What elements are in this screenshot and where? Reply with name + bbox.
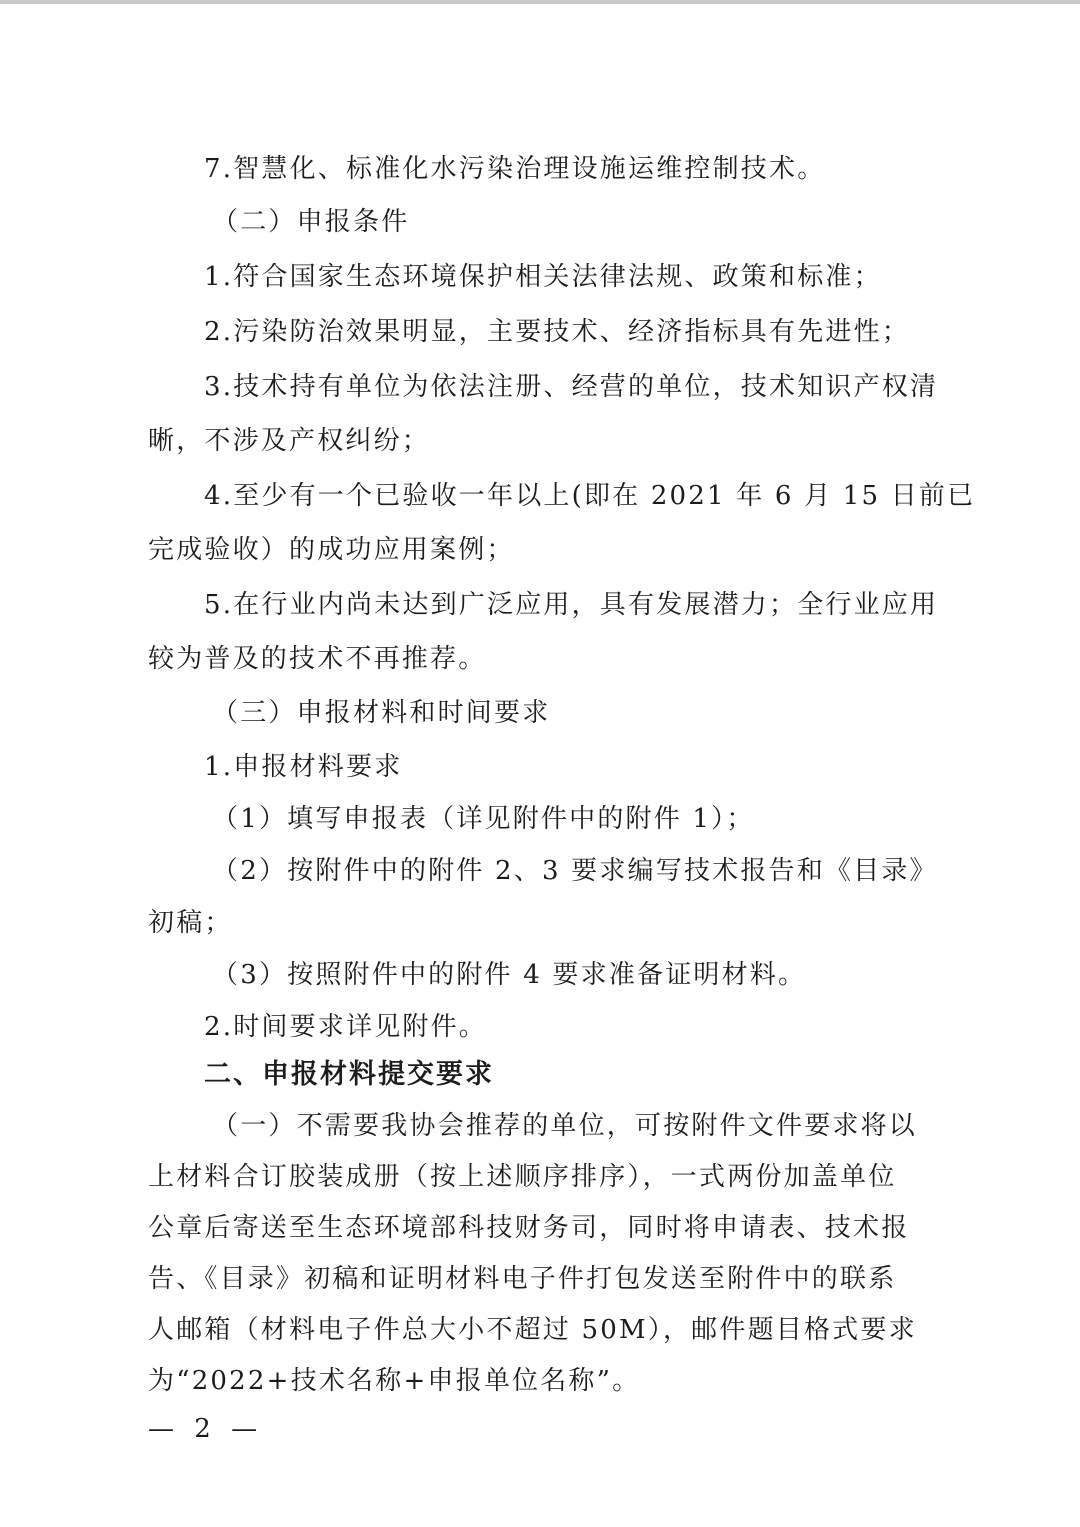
page-number: — 2 — <box>148 1414 264 1444</box>
materials-requirement-1: 1.申报材料要求 <box>204 752 403 782</box>
paragraph-item-7: 7.智慧化、标准化水污染治理设施运维控制技术。 <box>204 154 826 184</box>
time-requirement: 2.时间要求详见附件。 <box>204 1012 488 1042</box>
submission-line-3: 公章后寄送至生态环境部科技财务司，同时将申请表、技术报 <box>148 1213 910 1243</box>
condition-1: 1.符合国家生态环境保护相关法律法规、政策和标准； <box>204 262 882 292</box>
materials-item-2-line-2: 初稿； <box>148 908 233 938</box>
submission-line-6: 为“2022+技术名称+申报单位名称”。 <box>148 1366 641 1396</box>
materials-item-1: （1）填写申报表（详见附件中的附件 1）； <box>212 804 755 834</box>
section-heading-submission: 二、申报材料提交要求 <box>204 1059 494 1090</box>
submission-line-5: 人邮箱（材料电子件总大小不超过 50M），邮件题目格式要求 <box>148 1315 917 1345</box>
condition-3-line-2: 晰，不涉及产权纠纷； <box>148 426 431 456</box>
materials-item-2-line-1: （2）按附件中的附件 2、3 要求编写技术报告和《目录》 <box>212 856 938 886</box>
section-heading-conditions: （二）申报条件 <box>212 207 410 237</box>
submission-line-1: （一）不需要我协会推荐的单位，可按附件文件要求将以 <box>212 1111 918 1141</box>
section-heading-materials: （三）申报材料和时间要求 <box>212 698 551 728</box>
condition-3-line-1: 3.技术持有单位为依法注册、经营的单位，技术知识产权清 <box>204 372 939 402</box>
materials-item-3: （3）按照附件中的附件 4 要求准备证明材料。 <box>212 960 807 990</box>
submission-line-2: 上材料合订胶装成册（按上述顺序排序），一式两份加盖单位 <box>148 1162 897 1192</box>
page-edge <box>0 0 1080 4</box>
condition-5-line-1: 5.在行业内尚未达到广泛应用，具有发展潜力；全行业应用 <box>204 590 939 620</box>
condition-4-line-1: 4.至少有一个已验收一年以上(即在 2021 年 6 月 15 日前已 <box>204 481 976 511</box>
condition-4-line-2: 完成验收）的成功应用案例； <box>148 535 515 565</box>
condition-2: 2.污染防治效果明显，主要技术、经济指标具有先进性； <box>204 317 911 347</box>
condition-5-line-2: 较为普及的技术不再推荐。 <box>148 644 487 674</box>
submission-line-4: 告、《目录》初稿和证明材料电子件打包发送至附件中的联系 <box>148 1264 897 1294</box>
